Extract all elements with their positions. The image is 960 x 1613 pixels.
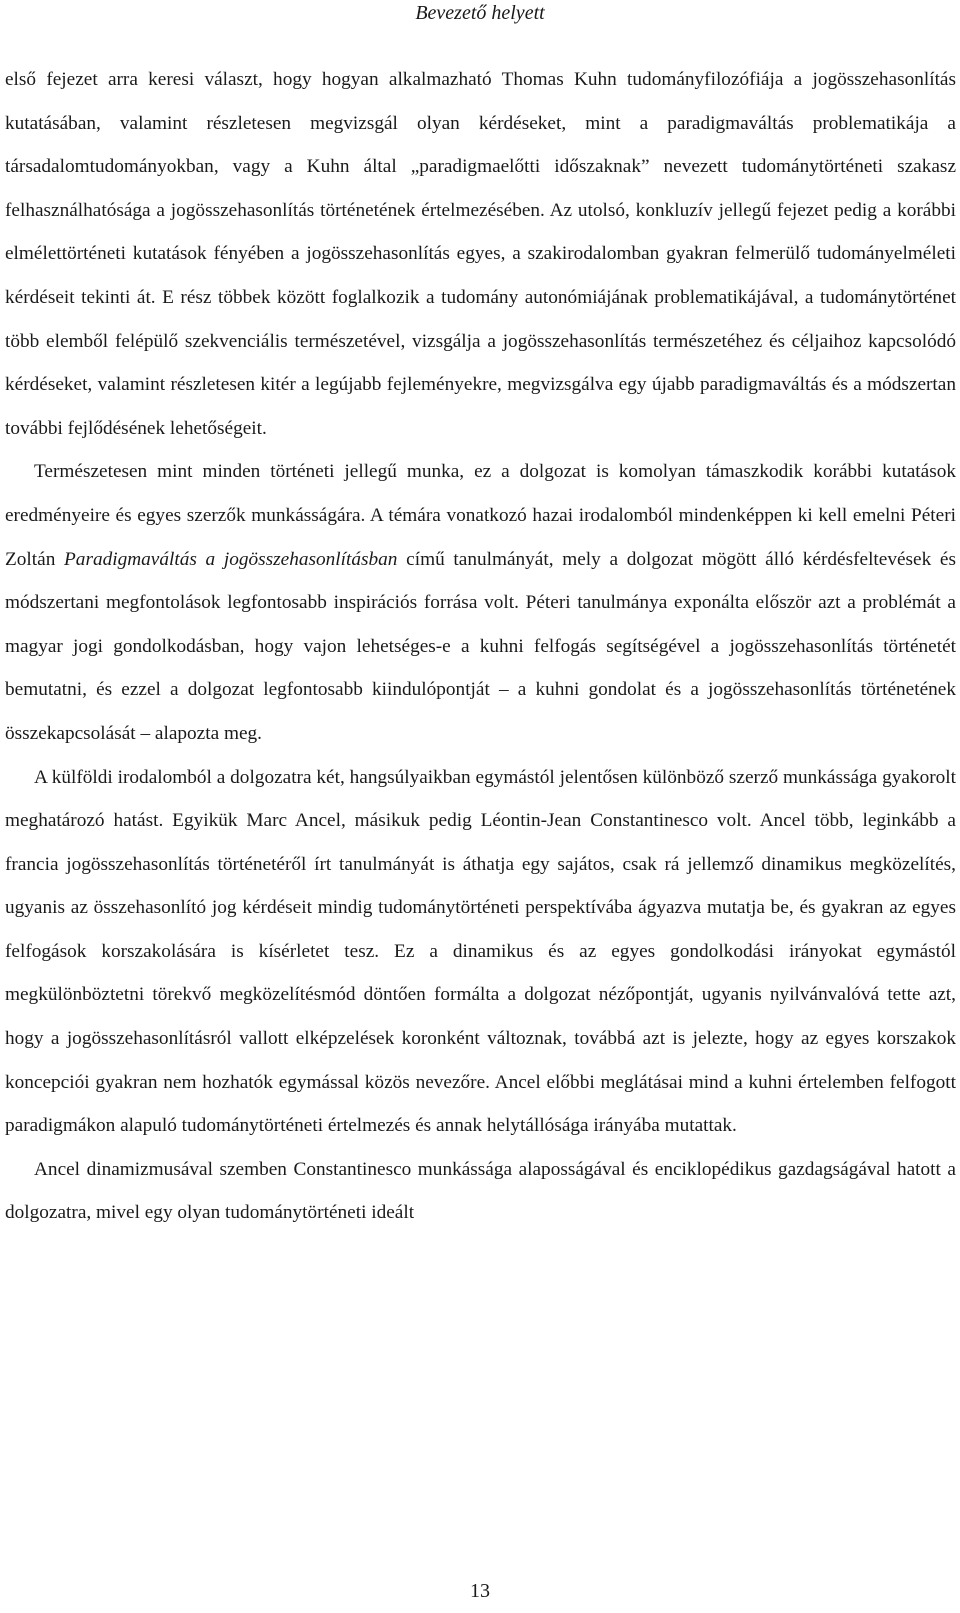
- page-number: [0, 1578, 960, 1604]
- main-text: [5, 58, 956, 1235]
- book-title-reference: Paradigmaváltás a jogösszehasonlításban: [64, 548, 398, 570]
- paragraph-2-text-b: című tanulmányát, mely a dolgozat mögött álló kérdésfeltevések és módszertani megfontolások legfontosabb inspirációs forrása volt. Péteri tanulmánya exponálta először azt a problémát a magyar jogi gondolkodásban, hogy vajon lehetséges-e a kuhni felfogás segítségével a jogösszehasonlítás történetét bemutatni, és ezzel a dolgozat legfontosabb kiindulópontját – a kuhni gondolat és a jogösszehasonlítás történetének összekapcsolását – alapozta meg.: [5, 548, 956, 744]
- paragraph-2-text-a: Természetesen mint minden történeti jellegű munka, ez a dolgozat is komolyan támaszkodik korábbi kutatások eredményeire és egyes szerzők munkásságára. A témára vonatkozó hazai irodalomból mindenképpen ki kell emelni Péteri Zoltán: [5, 461, 956, 570]
- running-header-title: Bevezető helyett: [415, 2, 545, 24]
- paragraph-3: A külföldi irodalomból a dolgozatra két, hangsúlyaikban egymástól jelentősen különböző szerző munkássága gyakorolt meghatározó hatást. Egyikük Marc Ancel, másikuk pedig Léontin-Jean Constantinesco volt. Ancel több, leginkább a francia jogösszehasonlítás történetéről írt tanulmányát is áthatja egy sajátos, csak rá jellemző dinamikus megközelítés, ugyanis az összehasonlító jog kérdéseit mindig tudománytörténeti perspektívába ágyazva mutatja be, és gyakran az egyes felfogások korszakolására is kísérletet tesz. Ez a dinamikus és az egyes gondolkodási irányokat egymástól megkülönböztetni törekvő megközelítésmód döntően formálta a dolgozat nézőpontját, ugyanis nyilvánvalóvá tette azt, hogy a jogösszehasonlításról vallott elképzelések koronként változnak, továbbá azt is jelezte, hogy az egyes korszakok koncepciói gyakran nem hozhatók egymással közös nevezőre. Ancel előbbi meglátásai mind a kuhni értelemben felfogott paradigmákon alapuló tudománytörténeti értelmezés és annak helytállósága irányába mutattak.: [5, 766, 956, 1137]
- paragraph-4: Ancel dinamizmusával szemben Constantinesco munkássága alaposságával és enciklopédikus gazdagságával hatott a dolgozatra, mivel egy olyan tudománytörténeti ideált: [5, 1158, 956, 1224]
- page-number-value: 13: [470, 1580, 490, 1602]
- paragraph-1: első fejezet arra keresi választ, hogy hogyan alkalmazható Thomas Kuhn tudományfilozófiája a jogösszehasonlítás kutatásában, valamint részletesen megvizsgál olyan kérdéseket, mint a paradigmaváltás problematikája a társadalomtudományokban, vagy a Kuhn által „paradigmaelőtti időszaknak” nevezett tudománytörténeti szakasz felhasználhatósága a jogösszehasonlítás történetének értelmezésében. Az utolsó, konkluzív jellegű fejezet pedig a korábbi elmélettörténeti kutatások fényében a jogösszehasonlítás egyes, a szakirodalomban gyakran felmerülő tudományelméleti kérdéseit tekinti át. E rész többek között foglalkozik a tudomány autonómiájának problematikájával, a tudománytörténet több elemből felépülő szekvenciális természetével, vizsgálja a jogösszehasonlítás természetéhez és céljaihoz kapcsolódó kérdéseket, valamint részletesen kitér a legújabb fejleményekre, megvizsgálva egy újabb paradigmaváltás és a módszertan további fejlődésének lehetőségeit.: [5, 69, 956, 439]
- running-header: [0, 0, 960, 26]
- paragraph-2: [5, 450, 956, 755]
